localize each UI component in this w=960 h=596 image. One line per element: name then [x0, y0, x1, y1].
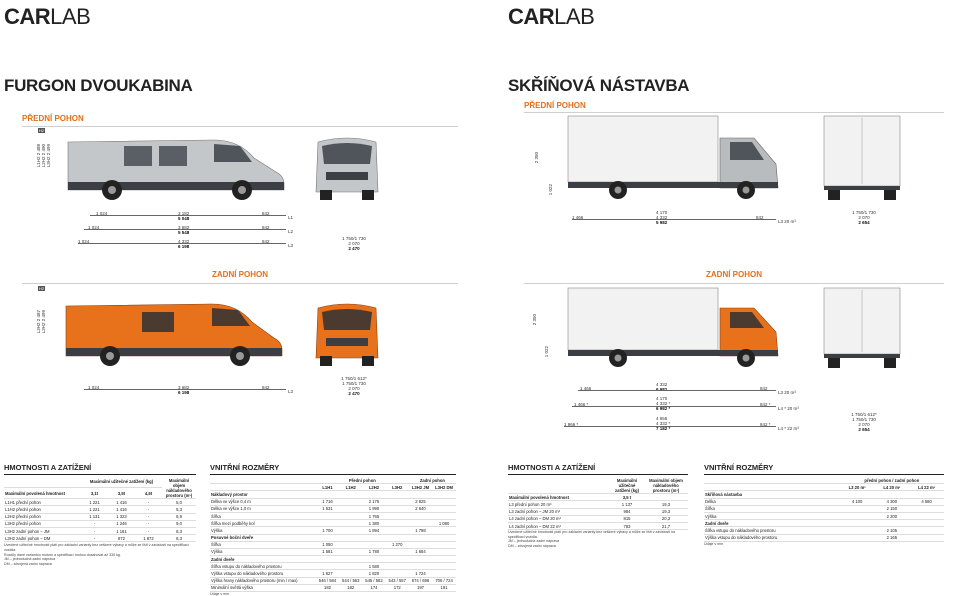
- table-row: Skříňová nástavba: [704, 491, 944, 498]
- table-row: L1H2 přední pohon 1 221 1 416 - 5,3: [4, 506, 196, 513]
- table-row: Délka ve výšce 0,4 m 1 716 2 175 2 825: [210, 498, 456, 505]
- table-row: Šířka vstupu do nákladového prostoru 2 105: [704, 527, 944, 534]
- divider: [22, 126, 458, 127]
- box-rear-width-dims: 1 750/1 612* 1 750/1 730 2 070 2 654: [851, 412, 877, 432]
- divider: [22, 283, 458, 284]
- rear-drive-label-left: ZADNÍ POHON: [212, 270, 268, 279]
- front-drive-label-left: PŘEDNÍ POHON: [22, 114, 84, 123]
- rear-width-dims: 1 750/1 612* 1 750/1 730 2 070 2 470: [341, 376, 367, 396]
- table-row: Výška vstupu do nákladového prostoru 2 165: [704, 534, 944, 541]
- table-row: L3H2 zadní pohon – DM - 872 1 872 8,3: [4, 535, 196, 542]
- table-row: Výška hrany nákladového prostoru (min / max) 546 / 584 544 / 563 545 / 562 543 / 557 674 / 696 706 / 724: [210, 577, 456, 584]
- table-row: L4 zadní pohon – DM 20 m³ 815 20,3: [508, 515, 688, 522]
- interior-table-left: VNITŘNÍ ROZMĚRY Přední pohon Zadní pohon L1H1 L1H2 L2H2 L3H2 L3H2 JM L3H2 DM Nákladový prostor Délka ve výšce 0,4 m 1 716 2 175 2 825 Délka ve výšce 1,0 m 1 531 1 990 2 640 Šířka 1 765 Šířka mezi podběhy kol 1 380 1 080 Výška 1 700 1 894 1 798 Posuvné boční dveře Šířka 1 050 1 270 Výška 1 581 1 780 1 684 Zadní dveře Šířka vstupu do nákladového prostoru 1 580 Výška vstupu do nákladového prostoru 1 627 1 820 1 724 Výška hrany nákladového prostoru (min / max) 546 / 584 544 / 563 545 / 562 543 / 557 674 / 696 706 / 724 Minimální světlá výška 182 182 174 172 197 191 Údaje v mm: [210, 463, 456, 596]
- table-note: Údaje v mm: [704, 541, 724, 546]
- table-row: L3H2 přední pohon - 1 246 - 9,0: [4, 520, 196, 527]
- table-row: Výška 1 581 1 780 1 684: [210, 548, 456, 555]
- table-row: Nákladový prostor: [210, 491, 456, 498]
- box-truck-side-illustration: [562, 114, 784, 206]
- weights-table-left: HMOTNOSTI A ZATÍŽENÍ Maximální užitečné zatížení (kg) Maximální objem nákladového prostoru (m³) Maximální povolená hmotnost 3,1t 3,5t 4,5t L1H1 přední pohon 1 221 1 416 - 5,0 L1H2 přední pohon 1 221 1 416 - 5,3 L2H2 přední pohon 1 131 1 323 - 6,9 L3H2 přední pohon - 1 246 - 9,0 L3H2 zadní pohon – JM - 1 161 - 8,3 L3H2 zadní pohon – DM - 872 1 872 8,3 Uvedené užitečné hmotnosti platí pro základní varianty bez veškeré výbavy a může se lišit v závislosti na specifikaci vozidla. Rozdíly dané variantou motoru a specifikací mohou dosahovat až 330 kg. JM – jednoduchá zadní náprava DM – zdvojená zadní náprava: [4, 463, 196, 566]
- box-truck-rear-orange-illustration: [820, 286, 904, 374]
- van-front-drawing-area: H2 L1H2 2 488 L2H2 2 490 L3H2 2 499 1 024 3 182 5 048 842 L1 1 024 3 682 5 548 842 L2 1 024 4 332 6 198 842 L3 1 750/1 730 2 070 2 470: [22, 128, 458, 253]
- table-row: Maximální povolená hmotnost 3,1t 3,5t 4,5t: [4, 487, 196, 498]
- front-width-dims: 1 750/1 730 2 070 2 470: [342, 236, 366, 251]
- table-row: L1H1 přední pohon 1 221 1 416 - 5,0: [4, 499, 196, 506]
- table-row: Posuvné boční dveře: [210, 534, 456, 541]
- table-row: Šířka mezi podběhy kol 1 380 1 080: [210, 520, 456, 527]
- height-tag: H2: [39, 286, 45, 291]
- table-row: Délka ve výšce 1,0 m 1 531 1 990 2 640: [210, 505, 456, 512]
- height-tag: H2: [39, 128, 45, 133]
- table-row: Zadní dveře: [210, 556, 456, 563]
- divider: [524, 112, 944, 113]
- divider: [524, 283, 944, 284]
- interior-table-right: VNITŘNÍ ROZMĚRY přední pohon / zadní pohon L3 20 m³ L4 20 m³ L4 22 m³ Skříňová nástavba Délka 4 100 4 300 4 580 Šířka 2 150 Výška 2 200 Zadní dveře Šířka vstupu do nákladového prostoru 2 105 Výška vstupu do nákladového prostoru 2 165 Údaje v mm: [704, 463, 944, 546]
- page-title-left: FURGON DVOUKABINA: [4, 76, 193, 95]
- brand-logo: CARLAB: [508, 4, 595, 29]
- table-row: Šířka 2 150: [704, 505, 944, 512]
- grey-van-side-illustration: [64, 132, 286, 202]
- table-row: Minimální světlá výška 182 182 174 172 197 191: [210, 584, 456, 591]
- table-row: L3 zadní pohon – JM 20 m³ 984 19,3: [508, 508, 688, 515]
- table-row: Šířka vstupu do nákladového prostoru 1 580: [210, 563, 456, 570]
- brand-logo: CARLAB: [4, 4, 91, 29]
- table-row: L2H2 přední pohon 1 131 1 323 - 6,9: [4, 513, 196, 520]
- table-row: Délka 4 100 4 300 4 580: [704, 498, 944, 505]
- table-note: Údaje v mm: [210, 592, 230, 596]
- table-row: Šířka 1 765: [210, 512, 456, 519]
- rear-drive-label-right: ZADNÍ POHON: [706, 270, 762, 279]
- table-row: Výška vstupu do nákladového prostoru 1 627 1 820 1 724: [210, 570, 456, 577]
- page-title-right: SKŘÍŇOVÁ NÁSTAVBA: [508, 76, 690, 95]
- table-row: Výška 2 200: [704, 512, 944, 519]
- table-notes: Uvedené užitečné hmotnosti platí pro základní varianty bez veškeré výbavy a může se lišit v závislosti na specifikaci vozidla. Rozdíly dané variantou motoru a specifikací mohou dosahovat až 330 kg. JM – jednoduchá zadní náprava DM – zdvojená zadní náprava: [4, 543, 189, 566]
- box-truck-rear-illustration: [820, 114, 904, 206]
- height-labels: L1H2 2 488 L2H2 2 490 L3H2 2 499: [36, 144, 51, 168]
- box-front-drawing-area: 2 350 1 022 1 466 4 170 4 332 5 982 842 L3 20 m³ 1 750/1 730 2 070 2 654: [524, 114, 944, 234]
- table-row: L3 přední pohon 20 m³ 1 137 19,3: [508, 501, 688, 508]
- table-row: Výška 1 700 1 894 1 798: [210, 527, 456, 534]
- table-row: L4 zadní pohon – DM 22 m³ 783 21,7: [508, 522, 688, 529]
- front-drive-label-right: PŘEDNÍ POHON: [524, 101, 586, 110]
- box-rear-drawing-area: 2 350 1 022 1 466 4 332 6 982 842 L3 20 m³ 1 466 * 4 170 4 332 * 6 982 * 842 * L4 * 20 m³ 1 966 * 4 656 4 332 * 7 182 * 842 * L4 * 22 m³ 1 750/1 612* 1 750/1 730 2 070 2 654: [524, 286, 944, 438]
- table-row: Šířka 1 050 1 270: [210, 541, 456, 548]
- table-row: L3H2 zadní pohon – JM - 1 161 - 8,3: [4, 527, 196, 534]
- orange-van-side-illustration: [62, 298, 284, 368]
- table-row: Zadní dveře: [704, 520, 944, 527]
- table-notes: Uvedené užitečné hmotnosti platí pro základní varianty bez veškeré výbavy a může se lišit v závislosti na specifikaci vozidla. JM – jednoduchá zadní náprava DM – zdvojená zadní náprava: [508, 530, 675, 548]
- orange-van-front-illustration: [312, 300, 382, 368]
- box-truck-side-orange-illustration: [562, 286, 784, 374]
- height-labels: L3H2 2 487 L3H2 2 499: [36, 310, 46, 334]
- box-front-width-dims: 1 750/1 730 2 070 2 654: [852, 210, 876, 225]
- weights-table-right: HMOTNOSTI A ZATÍŽENÍ Maximální užitečné zatížení (kg) Maximální objem nákladového prostoru (m³) Maximální povolená hmotnost 3,5 t L3 přední pohon 20 m³ 1 137 19,3 L3 zadní pohon – JM 20 m³ 984 19,3 L4 zadní pohon – DM 20 m³ 815 20,3 L4 zadní pohon – DM 22 m³ 783 21,7 Uvedené užitečné hmotnosti platí pro základní varianty bez veškeré výbavy a může se lišit v závislosti na specifikaci vozidla. JM – jednoduchá zadní náprava DM – zdvojená zadní náprava: [508, 463, 688, 549]
- table-row: Maximální povolená hmotnost 3,5 t: [508, 494, 688, 501]
- van-rear-drawing-area: H2 L3H2 2 487 L3H2 2 499 1 024 3 682 6 198 842 L3 1 750/1 612* 1 750/1 730 2 070 2 470: [22, 286, 458, 404]
- grey-van-front-illustration: [312, 134, 382, 202]
